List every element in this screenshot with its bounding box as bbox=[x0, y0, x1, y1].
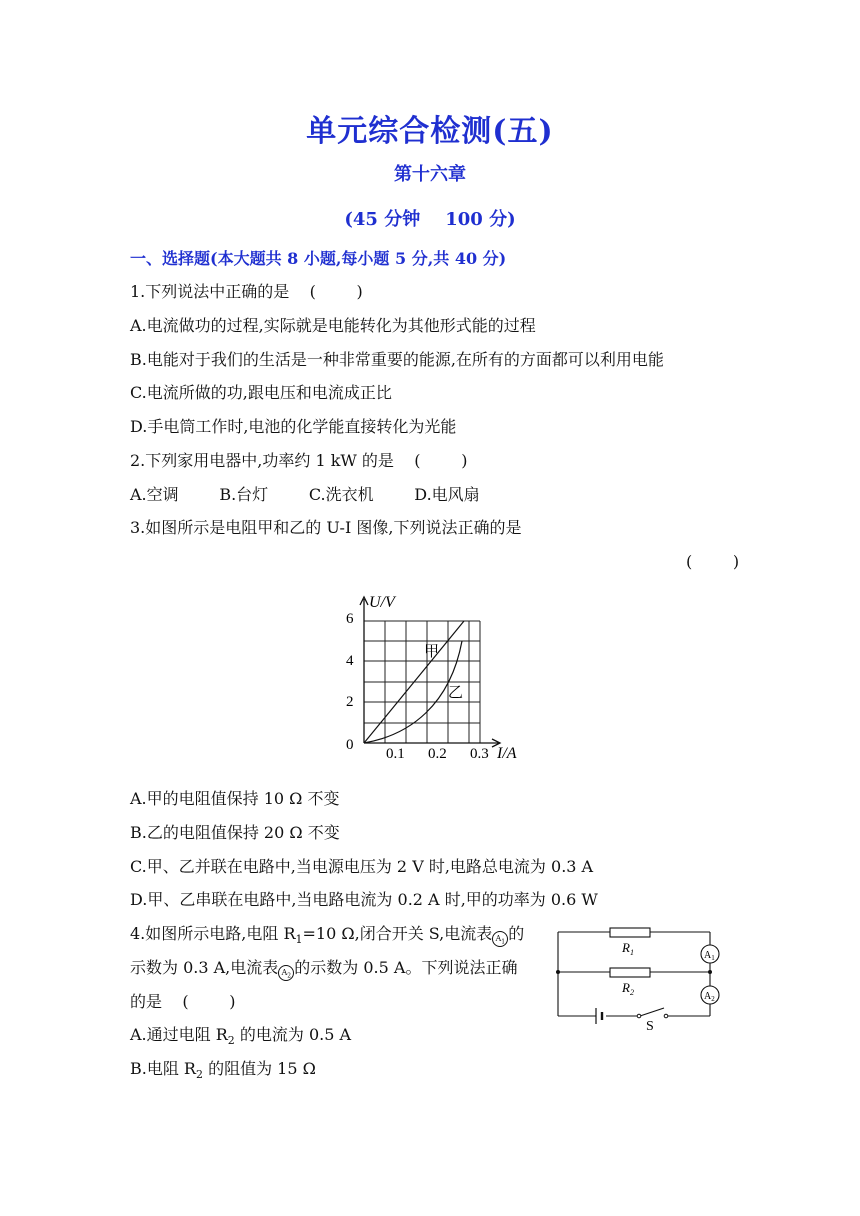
y-tick-6: 6 bbox=[346, 611, 354, 627]
x-axis-label: I/A bbox=[497, 745, 517, 762]
q4-stem-line1: 4.如图所示电路,电阻 $R_1=10$ Ω,闭合开关 S,电流表 $A_1$ 的 bbox=[130, 924, 525, 947]
circuit-diagram bbox=[550, 922, 730, 1032]
switch-blade bbox=[640, 1008, 664, 1016]
r1-label: $R_1$ bbox=[622, 940, 634, 957]
q1-option-d: D.手电筒工作时,电池的化学能直接转化为光能 bbox=[130, 417, 457, 436]
section-heading: 一、选择题(本大题共 8 小题,每小题 5 分,共 40 分) bbox=[130, 249, 507, 268]
q3-option-d: D.甲、乙串联在电路中,当电路电流为 0.2 A 时,甲的功率为 0.6 W bbox=[130, 890, 598, 909]
q3-option-b: B.乙的电阻值保持 20 Ω 不变 bbox=[130, 823, 340, 842]
q2-options: A.空调 B.台灯 C.洗衣机 D.电风扇 bbox=[130, 485, 480, 504]
q4-option-b: B.电阻 $R_2$ 的阻值为 15 Ω bbox=[130, 1059, 316, 1082]
y-tick-2: 2 bbox=[346, 694, 354, 710]
q3-stem: 3.如图所示是电阻甲和乙的 U-I 图像,下列说法正确的是 bbox=[130, 518, 522, 537]
x-tick-0.3: 0.3 bbox=[470, 746, 489, 762]
switch-label: S bbox=[646, 1019, 654, 1032]
q2-stem: 2.下列家用电器中,功率约 1 kW 的是 ( ) bbox=[130, 451, 468, 470]
q1-option-b: B.电能对于我们的生活是一种非常重要的能源,在所有的方面都可以利用电能 bbox=[130, 350, 664, 369]
ammeter-a2-icon: $A_2$ bbox=[278, 965, 294, 981]
x-tick-0.2: 0.2 bbox=[428, 746, 447, 762]
origin-label: 0 bbox=[346, 737, 354, 753]
a2-label: $A_2$ bbox=[704, 991, 715, 1003]
q3-option-c: C.甲、乙并联在电路中,当电源电压为 2 V 时,电路总电流为 0.3 A bbox=[130, 857, 594, 876]
q1-option-c: C.电流所做的功,跟电压和电流成正比 bbox=[130, 383, 392, 402]
y-axis-label: U/V bbox=[369, 594, 395, 611]
exam-duration: (45 分钟 100 分) bbox=[344, 209, 516, 230]
curve-jia-label: 甲 bbox=[424, 644, 440, 660]
q1-option-a: A.电流做功的过程,实际就是电能转化为其他形式能的过程 bbox=[130, 316, 536, 335]
a1-label: $A_1$ bbox=[704, 950, 715, 962]
q3-answer-paren: ( ) bbox=[686, 552, 740, 571]
y-tick-4: 4 bbox=[346, 653, 354, 669]
resistor-r2 bbox=[610, 968, 650, 977]
curve-yi-label: 乙 bbox=[448, 685, 464, 701]
ui-graph bbox=[340, 585, 540, 765]
q4-stem-line2: 示数为 0.3 A,电流表 $A_2$ 的示数为 0.5 A。下列说法正确 bbox=[130, 958, 518, 980]
q1-stem: 1.下列说法中正确的是 ( ) bbox=[130, 282, 363, 301]
page-title: 单元综合检测(五) bbox=[306, 114, 554, 149]
q4-option-a: A.通过电阻 $R_2$ 的电流为 0.5 A bbox=[130, 1025, 352, 1048]
x-tick-0.1: 0.1 bbox=[386, 746, 405, 762]
resistor-r1 bbox=[610, 928, 650, 937]
chapter-title: 第十六章 bbox=[394, 164, 466, 185]
q4-stem-line3: 的是 ( ) bbox=[130, 992, 236, 1011]
r2-label: $R_2$ bbox=[622, 980, 634, 997]
ammeter-a1-icon: $A_1$ bbox=[492, 931, 508, 947]
q3-option-a: A.甲的电阻值保持 10 Ω 不变 bbox=[130, 789, 340, 808]
